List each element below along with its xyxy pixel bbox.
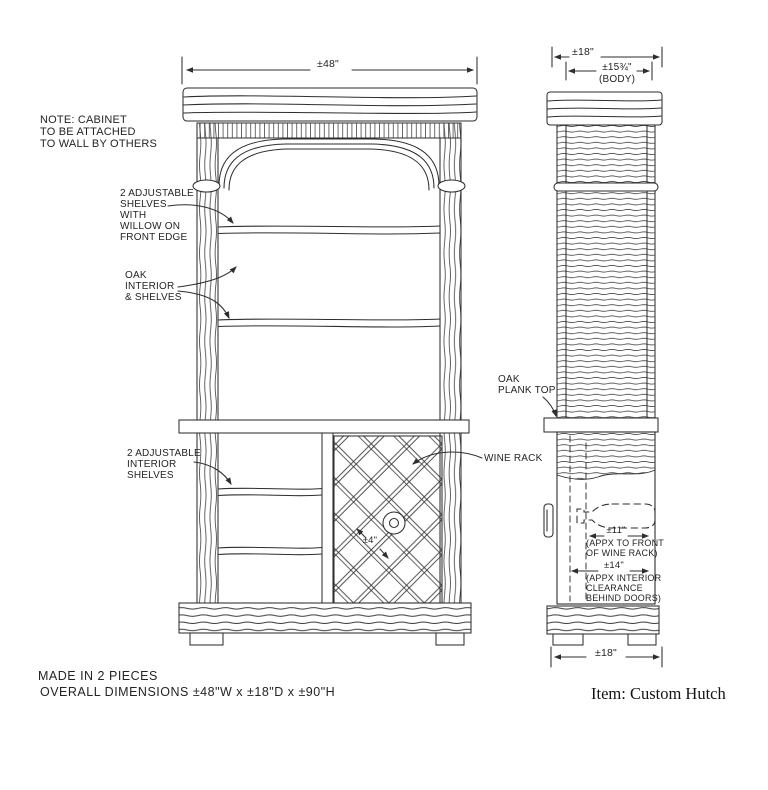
door-clearance-note-line-2: CLEARANCE bbox=[586, 582, 643, 593]
front-cornice bbox=[183, 88, 477, 121]
side-base bbox=[547, 606, 659, 645]
front-base bbox=[179, 603, 471, 645]
oak-interior-line-3: & SHELVES bbox=[125, 292, 182, 303]
item-title: Item: Custom Hutch bbox=[591, 684, 726, 703]
wine-rack-label: WINE RACK bbox=[484, 453, 543, 464]
adjustable-shelves-label bbox=[120, 188, 194, 243]
post-collars bbox=[193, 180, 465, 192]
oak-plank-leader-arrow bbox=[543, 397, 556, 416]
front-frieze-spindles bbox=[197, 123, 461, 138]
note-line-2: TO BE ATTACHED bbox=[40, 126, 136, 139]
interior-shelves-line-3: SHELVES bbox=[127, 470, 174, 481]
wine-rack-depth-dim-label: ±11" bbox=[606, 525, 626, 536]
adjustable-shelves-line-2: SHELVES bbox=[120, 199, 167, 210]
wine-rack-lattice bbox=[334, 436, 442, 603]
overall-dimensions-note: OVERALL DIMENSIONS ±48"W x ±18"D x ±90"H bbox=[40, 685, 336, 699]
interior-shelves-label bbox=[127, 448, 201, 481]
oak-interior-line-2: INTERIOR bbox=[125, 281, 175, 292]
wine-rack-depth-note-line-1: (APPX TO FRONT bbox=[586, 538, 664, 548]
interior-shelves-line-2: INTERIOR bbox=[127, 459, 177, 470]
adjustable-shelves-line-4: WILLOW ON bbox=[120, 221, 181, 232]
note-line-1: NOTE: CABINET bbox=[40, 114, 127, 126]
adjustable-shelves-line-3: WITH bbox=[120, 210, 147, 221]
door-clearance-note bbox=[586, 574, 661, 604]
side-depth-dim-top-label: ±18" bbox=[572, 46, 594, 58]
oak-plank-top-label bbox=[498, 374, 556, 396]
side-body-dim-label: ±15¾" bbox=[598, 62, 636, 73]
oak-plank-top-side bbox=[544, 418, 658, 432]
oak-plank-line-2: PLANK TOP bbox=[498, 385, 556, 396]
note-wall-attachment bbox=[40, 114, 157, 150]
wine-rack-depth-note-line-2: OF WINE RACK) bbox=[586, 547, 658, 558]
oak-plank-line-1: OAK bbox=[498, 374, 520, 385]
upper-shelves bbox=[218, 226, 440, 327]
lattice-opening-dim-label: ±4" bbox=[362, 535, 378, 546]
side-cornice bbox=[547, 92, 662, 125]
lower-cabinet bbox=[218, 433, 333, 603]
side-depth-dim-bottom-label: ±18" bbox=[595, 647, 617, 659]
door-clearance-note-line-1: (APPX INTERIOR bbox=[586, 573, 662, 583]
door-handle bbox=[544, 504, 553, 537]
note-line-3: TO WALL BY OTHERS bbox=[40, 138, 158, 151]
oak-plank-top-front bbox=[179, 420, 469, 433]
side-body-dim-note: (BODY) bbox=[599, 74, 636, 85]
side-body-twigs bbox=[554, 125, 658, 418]
made-in-pieces-note: MADE IN 2 PIECES bbox=[38, 669, 158, 683]
adjustable-shelves-line-5: FRONT EDGE bbox=[120, 232, 188, 243]
wine-rack-depth-note bbox=[586, 539, 664, 559]
interior-shelves-line-1: 2 ADJUSTABLE bbox=[127, 448, 201, 459]
oak-interior-label bbox=[125, 270, 182, 303]
door-clearance-dim-label: ±14" bbox=[604, 560, 624, 571]
door-clearance-note-line-3: BEHIND DOORS) bbox=[586, 592, 662, 603]
adjustable-shelves-line-1: 2 ADJUSTABLE bbox=[120, 188, 194, 199]
oak-interior-line-1: OAK bbox=[125, 270, 147, 281]
front-elevation bbox=[168, 57, 482, 645]
willow-arch bbox=[219, 139, 439, 190]
front-width-dim-label: ±48" bbox=[317, 58, 339, 70]
